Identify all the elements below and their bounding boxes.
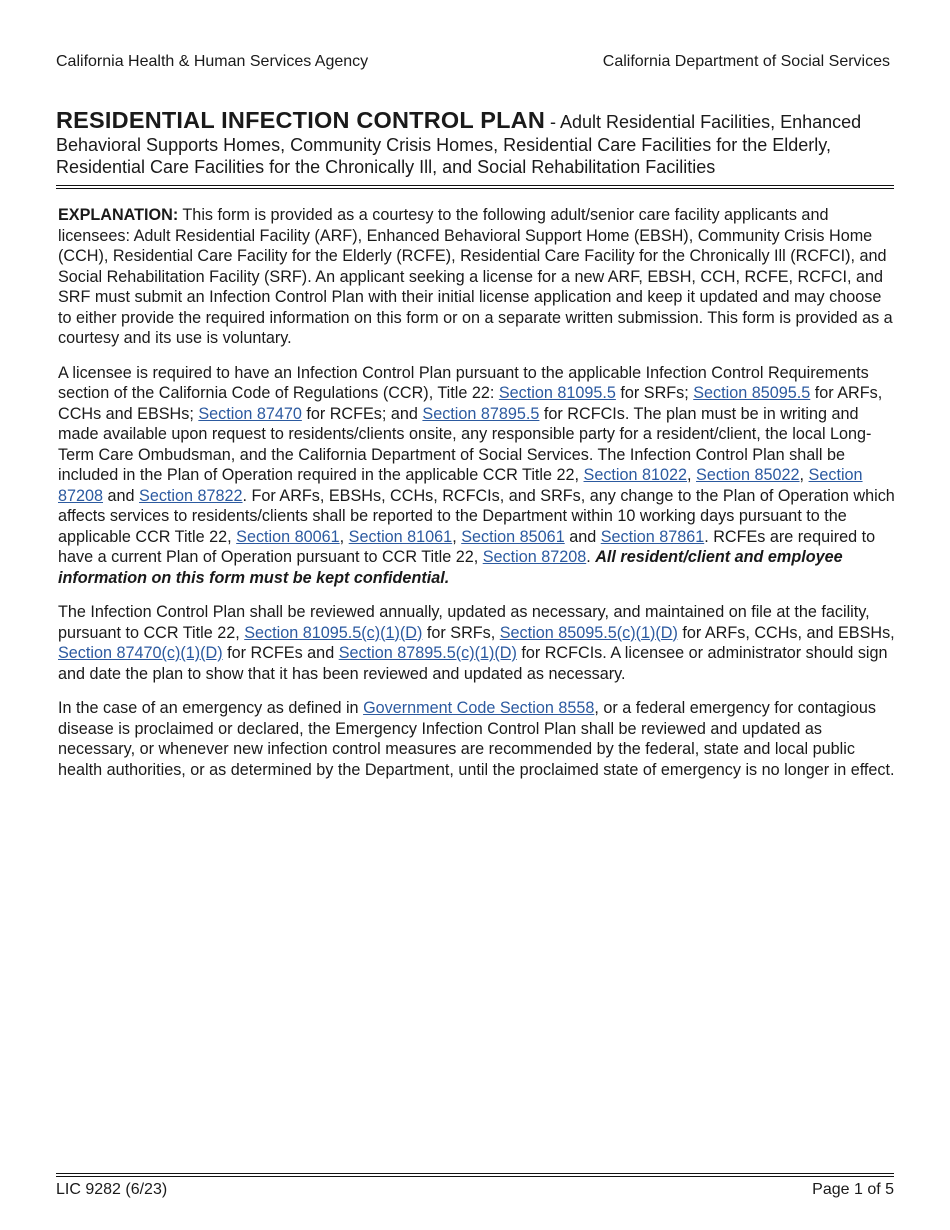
link-section-85095-5-c1d[interactable]: Section 85095.5(c)(1)(D) [499, 623, 678, 642]
emergency-paragraph: In the case of an emergency as defined in Government Code Section 8558, or a federal emergency for contagious disease is proclaimed or declared, the Emergency Infection Control Plan shall be reviewed and updated as necessary, or whenever new infection control measures are recommended by the federal, state and local public health authorities, or as determined by the Department, until the proclaimed state of emergency is no longer in effect. [58, 699, 895, 779]
form-number: LIC 9282 (6/23) [56, 1181, 168, 1198]
link-section-81095-5-c1d[interactable]: Section 81095.5(c)(1)(D) [244, 623, 423, 642]
requirements-paragraph: A licensee is required to have an Infection Control Plan pursuant to the applicable Infection Control Requirements section of the California Code of Regulations (CCR), Title 22: Section 81095.5 for SRFs; Section 85095.5 for ARFs, CCHs and EBSHs; Section 87470 for RCFEs; and Section 87895.5 for RCFCIs. The plan must be in writing and made available upon request to residents/clients onsite, any responsible party for a resident/client, the local Long-Term Care Ombudsman, and the California Department of Social Services. The Infection Control Plan shall be included in the Plan of Operation required in the applicable CCR Title 22, Section 81022, Section 85022, Section 87208 and Section 87822. For ARFs, EBSHs, CCHs, RCFCIs, and SRFs, any change to the Plan of Operation which affects services to residents/clients shall be reported to the Department within 10 working days pursuant to the applicable CCR Title 22, Section 80061, Section 81061, Section 85061 and Section 87861. RCFEs are required to have a current Plan of Operation pursuant to CCR Title 22, Section 87208. All resident/client and employee information on this form must be kept confidential. [58, 363, 895, 587]
link-section-81061[interactable]: Section 81061 [348, 527, 453, 546]
title-divider [56, 185, 894, 189]
link-section-87470-c1d[interactable]: Section 87470(c)(1)(D) [58, 644, 223, 662]
link-section-81095-5[interactable]: Section 81095.5 [498, 384, 616, 402]
title-main: RESIDENTIAL INFECTION CONTROL PLAN [56, 107, 545, 133]
confidentiality-notice: All resident/client and employee information on this form must be kept confidential. [58, 548, 843, 587]
link-section-87895-5[interactable]: Section 87895.5 [422, 404, 540, 423]
footer-divider [56, 1173, 894, 1177]
link-government-code-8558[interactable]: Government Code Section 8558 [363, 699, 595, 717]
link-section-87895-5-c1d[interactable]: Section 87895.5(c)(1)(D) [338, 644, 517, 662]
link-section-85022[interactable]: Section 85022 [696, 466, 800, 484]
link-section-87822[interactable]: Section 87822 [139, 486, 243, 505]
link-section-87470[interactable]: Section 87470 [198, 404, 302, 423]
department-name: California Department of Social Services [602, 53, 890, 70]
form-body [58, 205, 896, 794]
link-section-87861[interactable]: Section 87861 [600, 527, 705, 546]
agency-name: California Health & Human Services Agency [56, 53, 369, 70]
link-section-81022[interactable]: Section 81022 [583, 466, 688, 484]
explanation-paragraph: EXPLANATION: This form is provided as a courtesy to the following adult/senior care facility applicants and licensees: Adult Residential Facility (ARF), Enhanced Behavioral Support Home (EBSH), Community Crisis Home (CCH), Residential Care Facility for the Elderly (RCFE), Residential Care Facility for the Chronically Ill (RCFCI), and Social Rehabilitation Facility (SRF). An applicant seeking a license for a new ARF, EBSH, CCH, RCFE, RCFCI, and SRF must submit an Infection Control Plan with their initial license application and keep it updated and may choose to either provide the required information on this form or on a separate written submission. This form is provided as a courtesy and its use is voluntary. [58, 206, 893, 347]
explanation-label: EXPLANATION: [58, 206, 179, 224]
page-footer [56, 1180, 894, 1200]
page-header [56, 52, 890, 72]
link-section-85061[interactable]: Section 85061 [461, 527, 565, 546]
review-paragraph: The Infection Control Plan shall be reviewed annually, updated as necessary, and maintained on file at the facility, pursuant to CCR Title 22, Section 81095.5(c)(1)(D) for SRFs, Section 85095.5(c)(1)(D) for ARFs, CCHs, and EBSHs, Section 87470(c)(1)(D) for RCFEs and Section 87895.5(c)(1)(D) for RCFCIs. A licensee or administrator should sign and date the plan to show that it has been reviewed and updated as necessary. [58, 603, 895, 683]
link-section-87208[interactable]: Section 87208 [58, 466, 863, 505]
document-title [56, 109, 894, 179]
link-section-80061[interactable]: Section 80061 [236, 527, 340, 546]
title-subtitle: - Adult Residential Facilities, Enhanced Behavioral Supports Homes, Community Crisis Homes, Residential Care Facilities for the Elderly, Residential Care Facilities for the Chronically Ill, and Social Rehabilitation Facilities [56, 112, 862, 177]
page-number: Page 1 of 5 [812, 1181, 894, 1198]
link-section-87208-rcfe[interactable]: Section 87208 [482, 548, 587, 566]
link-section-85095-5[interactable]: Section 85095.5 [693, 384, 811, 402]
